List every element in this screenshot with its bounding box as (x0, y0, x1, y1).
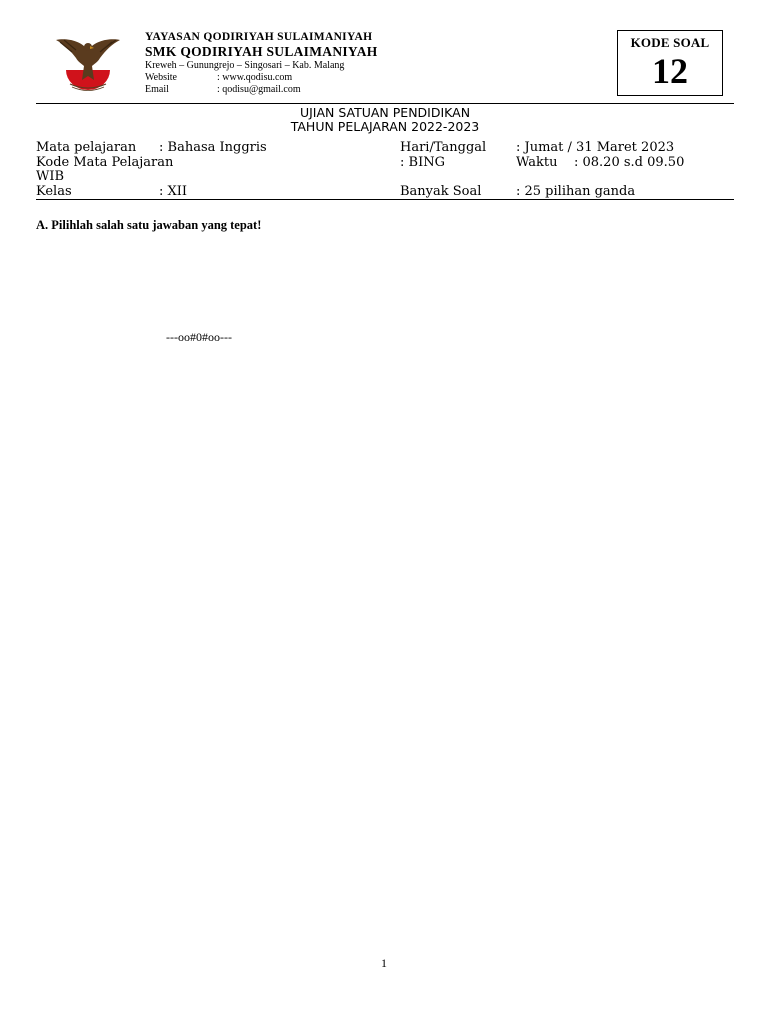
end-marker: ---oo#0#oo--- (166, 330, 232, 344)
banyak-soal-value: : 25 pilihan ganda (516, 184, 636, 199)
banyak-soal-label: Banyak Soal (400, 184, 482, 199)
mapel-value: : Bahasa Inggris (159, 140, 267, 155)
exam-year: TAHUN PELAJARAN 2022-2023 (290, 119, 480, 134)
page-number: 1 (381, 956, 387, 970)
school-name: SMK QODIRIYAH SULAIMANIYAH (145, 44, 378, 59)
header-divider (36, 103, 734, 104)
foundation-name: YAYASAN QODIRIYAH SULAIMANIYAH (145, 31, 373, 43)
wib-text: WIB (36, 169, 65, 184)
website-value: : www.qodisu.com (217, 72, 293, 83)
kode-soal-box (617, 30, 723, 96)
email-row (145, 84, 455, 96)
website-row (145, 72, 455, 84)
hari-label: Hari/Tanggal (400, 140, 487, 155)
eagle-emblem-icon (52, 30, 124, 96)
email-value: : qodisu@gmail.com (217, 84, 301, 95)
waktu-value: : 08.20 s.d 09.50 (574, 155, 685, 170)
institution-header (145, 30, 455, 96)
mapel-label: Mata pelajaran (36, 140, 137, 155)
website-label: Website (145, 72, 177, 83)
kode-soal-number: 12 (652, 51, 688, 91)
school-logo (52, 30, 124, 96)
school-address: Kreweh – Gunungrejo – Singosari – Kab. Malang (145, 60, 345, 71)
email-label: Email (145, 84, 169, 95)
waktu-label: Waktu (516, 155, 558, 170)
section-instruction: A. Pilihlah salah satu jawaban yang tepat! (36, 218, 262, 232)
kode-mapel-value: : BING (400, 155, 445, 170)
kode-soal-label: KODE SOAL (630, 35, 710, 50)
hari-value: : Jumat / 31 Maret 2023 (516, 140, 675, 155)
kelas-value: : XII (159, 184, 188, 199)
exam-title: UJIAN SATUAN PENDIDIKAN (299, 105, 471, 120)
info-divider (36, 199, 734, 200)
kelas-label: Kelas (36, 184, 72, 199)
kode-mapel-label: Kode Mata Pelajaran (36, 155, 174, 170)
